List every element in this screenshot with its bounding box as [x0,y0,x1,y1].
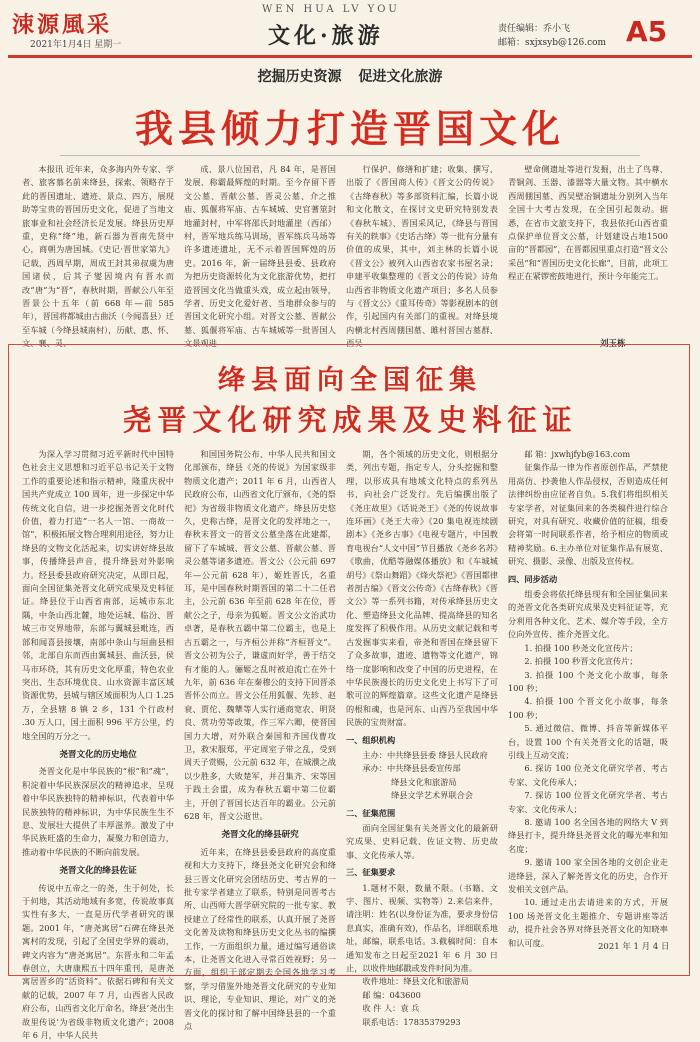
article1-col3: 行保护、修缮和扩建；收集、撰写、出版了《晋国商人传》《晋文公的传说》《古绛春秋》等多部资料汇编，长篇小说和文化散文，在探讨文史研究特别发表《春秋车城》、晋国采风记，《绛县与晋国有关的轶事》《史话古绛》等一批有分量有价值的成果，其中，刘主林的长篇小说《晋文公》被列入山西省农家书屋名录；申建平收集整理的《晋文公的传说》诗角山西省非物质文化遗产项目；多名人员参与《晋文公》《重耳传奇》等影视剧本的创作，引起国内有关部门的重视。对绛县境内横北村西周倗国墓、雎村晋国古墓群、西吴 [346,164,498,349]
article1-title: 我县倾力打造晋国文化 [134,107,565,151]
subhead: 尧晋文化的绛县佐证 [59,866,137,877]
issue-date: 2021年1月4日 星期一 [30,40,122,50]
article1-byline: 刘玉栋 [600,339,626,349]
article2-col1: 为深入学习贯彻习近平新时代中国特色社会主义思想和习近平总书记关于文物工作的重要论述和指示精神，隆重庆祝中国共产党成立 100 周年，进一步探定中华传统文化自信，进一步挖掘尧晋文化时代价值，着力打造“一名人一馆、一商故一馆”，积极拓展文物合理利用途径，努力让绛县的文物文化活起来，切实讲好绛县故事，传播绛县声音，提升绛县对外影响力。经县委县政府研究决定，从即日起，面向全国征集尧晋文化研究成果及史料征证。绛县位于山西省南部，运城市东北隅，中条山西北麓，地处运城、临汾、晋城三市交界地带，东部与翼城县毗连，西部和闻喜县接壤，南部中条山与垣曲县相邻，北部自东而西由翼城县、曲沃县，侯马市环绕，其有历史文化厚重，特色农业突出、生态环境优良、山水资源丰富区域资源优势，县城与辖区域面积为人口 1.25万，全县辖 8 镇 2 乡，131 个行政村 .30 万人口，国土面积 996 平方公里，约地全国的万分之一。 尧晋文化的历史地位 尧晋文化是中华民族的“根”和“魂”，积淀着中华民族深层次的精神追求，呈现着中华民族独特的精神标识，代表着中华民族独特的精神标识，为中华民族生生不息、发展壮大提供了丰厚滋养。激发了中华民族旺盛的生命力，凝聚力和创造力，推动着中华民族的不断向前发展。 尧晋文化的绛县佐证 传说中五帝之一的尧，生于何处，长于何地，其活动地域有多宽，传说故事真实性有多大，一直是历代学者研究的课题。2001 年，“唐尧寓居”石碑在绛县尧寓村的发现，引起了全国史学界的震动，碑文内容为“唐尧寓居”。东晋永和二年孟春创立，大唐康熙五十四年重刊，是唐尧寓居晋乡的“活资料”。依据石碑和有关文献的记载，2007 年 7 月，山西省人民政府公布，山西省文化厅命名，绛县‘尧出生故里传说’为省级非物质文化遗产；2008 年 6 月，中华人民共 [22,449,174,1041]
header-divider [8,55,692,58]
article2-col4: 邮 箱：jxwhjfyb@163.com 征集作品一律为作者原创作品，严禁使用高仿、抄袭他人作品侵权，否则造成任何法律纠纷由应征者自负。5.我们将组织相关专家学者，对征集回来的各类稿件进行综合研究，对具有研究、收藏价值的征稿，组委会将第一时间联系作者，给予相应的物质或精神奖励。6.主办单位对征集作品有展览、研究、摄影、录像、出版及宣传权。 四、同步活动 组委会将依托绛县现有和全国征集回来的尧晋文化各类研究成果及史料征证等，充分利用各种文化、艺术、媒介等手段，全方位向外宣传、推介尧晋文化。 1. 拍摄 100 秒尧文化宣传片； 2. 拍摄 100 秒晋文化宣传片； 3. 拍摄 100 个尧文化小故事，每条100 秒； 4. 拍摄 100 个晋文化小故事，每条100 秒； 5. 通过微信、微博、抖音等新媒体平台，设置 100 个有关尧晋文化的话题，吸引线上互动交流； 6. 探访 100 位尧文化研究学者、考古专家、文化传承人； 7. 探访 100 位晋文化研究学者、考古专家、文化传承人； 8. 邀请 100 名全国各地的网络大 V 到绛县打卡，提升绛县尧晋文化的曝光率和知名度； 9. 邀请 100 家全国各地的文创企业走进绛县，深入了解尧晋文化的历史，合作开发相关文创产品。 10. 通过走出去请进来的方式，开展 100 场尧晋文化主题推介、专题讲座等活动，提升社会各界对绛县尧晋文化的知晓率和认可度。 [508,449,668,948]
section-heading: 二、征集范围 [346,807,396,818]
article2-col3: 期，各个领域的历史文化，则根据分类，列出专题，指定专人，分头挖掘和整理，以形成具有地域文化特点的系列丛书，向社会广泛发行。先后编撰出版了《尧庄故里》《话说尧王》《尧的传说故事连环画》《尧王大帝》《20 集电视连续剧剧本》《尧乡古事》《电视专题片，中国教育电视台“人文中国”节目播放《尧乡名苏》《歌曲，优酷等融媒体播放》和《车城城胡号》《祭山舞蹈》《烽火祭祀》《晋国都律者剖古编》《晋文公传奇》《古绛春秋》《晋文公》等一系列书籍，对传承绛县历史文化、塑造绛县文化品牌、提高绛县的知名度发挥了积极作用。从历史文献记载和考古发掘事实来看，帝尧和晋国在绛县留下了众多故事，遗迹、遗物等文化遗产，锦络一度影响和改变了中国的历史进程，在中华民族漫长的历史文化史上书写下了可歌可泣的辉煌篇章。这些文化遗产是绛县的根和魂，也是河东、山西乃至我国中华民族的宝贵财富。 一、组织机构 主办：中共绛县县委 绛县人民政府 承办：中共绛县县委宣传部 绛县文化和旅游局 绛县文学艺术界联合会 二、征集范围 面向全国征集有关尧晋文化的最新研究成果、史料记载、佐证文物、历史故事、文化传承人等。 三、征集要求 1.题材不限，数量不限。（书籍、文字、图片、视频、实物等）2.来信来件，请注明：姓名(以身份证为准，要求身份信息真实，准确有效)，作品名，详细联系地址，邮编，联系电话。3.截稿时间：自本通知发布之日起至2021 年 6 月 30 日止，以收件地邮戳或发件时间为准。 收件地址：绛县文化和旅游局 邮 编：043600 收 件 人：袁 兵 联系电话：17835379293 [346,449,498,1027]
article2-title-line2: 尧晋文化研究成果及史料征证 [122,403,578,437]
editor-name: 责任编辑：乔小飞 [498,24,571,34]
section-heading: 一、组织机构 [346,734,396,745]
subhead: 尧晋文化的绛县研究 [221,830,299,841]
article1-col2: 成、景八位国君，凡 84 年，是晋国发展、称霸最辉煌的时期。至今存留下晋文公墓、晋献公墓、晋灵公墓、介之推庙、狐偃将军庙、古车城城、史官蓍筮封地灌封村，中军将邵氏封地灌崖（西邰）村，晋军地兵练马训场，晋军练兵马场等许多遗迹遗址，无不示着晋国辉煌的历史。2016 年，新一届绛县县委、县政府为把历史资源转化为文化旅游优势，把打造晋国文化当做重头戏，成立起由领导，学者、历史文化爱好者、当地群众参与的晋国文化研究小组。对晋文公墓、晋献公墓、狐偃将军庙、古车城城等一批晋国人文景观进 [184,164,336,349]
article2-col2: 和国国务院公布、中华人民共和国文化部颁布，绛县《尧的传说》为国家级非物质文化遗产；2011 年 6 月，山西省人民政府公布，山西省文化厅颁布，《尧的祭祀》为省级非物质文化遗产。绛县历史悠久，史称古绛，是晋文化的发祥地之一，春秋末晋文一的晋文公墓坐落在此建都，留下了车城城、晋文公墓、晋献公墓、晋灵公墓等诸多遗迹。晋文公（公元前 697 年—公元前 628 年），姬姓晋氏，名重耳，是中国春秋时期晋国的第二十二任君主，公元前 636 年至前 628 年在位，晋献公之子，母亲为狐姬。晋文公文治武功卓著，是春秋五霸中第二位霸主，也是上古五霸之一，与齐桓公并称“齐桓晋文”。晋文公初为公子，谦虚而好学，善于结交有才能的人。骊姬之乱时被迫流亡在外十九年，前 636 年在秦穆公的支持下回晋杀晋怀公而立。晋文公任用狐偃、先轸、赵衰、贾佗、魏犨等人实行通商宽农、明贤良、赏功劳等政策，作三军六卿，使晋国国力大增，对外联合秦国和齐国伐曹攻卫，救宋服郑，平定周室子带之乱，受到周天子赏赐，公元前 632 年，在城濮之战以少胜多，大败楚军，并召集齐、宋等国于践土会盟，成为春秋五霸中第二位霸主，开创了晋国长达百年的霸业。公元前 628 年，晋文公逝世。 尧晋文化的绛县研究 近年来，在绛县县委县政府的高度重视和大力支持下，绛县尧文化研究会和绛县三晋文化研究会团结历史、考古界的一批专家学者建立了联系，特别是同晋考古所、山西师大晋学研究院的一批专家、教授建立了经常性的联系，认真开展了尧晋文化普及读物和绛县历史文化丛书的编撰工作，一方面组织力量，通过编写通俗读本，让尧晋文化进入寻常百姓视野；另一方面，组织干部定期去全国各地学习考察，学习借鉴外地尧晋文化研究的专业知识、理论，专业知识、理论，对广义的尧晋文化的探讨和了解中国绛县县的一个重点 [184,449,336,1032]
section-banner-cn: 文化·旅游 [268,23,384,49]
article1-col1: 本报讯 近年来，众多海内外专家、学者、旅客慕名前来绛县，探索、领略存于此的晋国遗址、遗迹、景点、四方，展现助等宝贵的晋国历史文化，促进了当地文旅事业和社会经济长足发展。绛县历史厚重，史称“绛”地，新石器为晋南先贤中心，商朝为唐国城。《史记·晋世家第九》记载，西周早期，周成王封其弟叔虞为唐国诸侯，后其子燮因境内有晋水而改“唐”为“晋”，春秋时期，晋献公八年至晋景公十五年（前 668 年—前 585 年），晋国将都城由古曲沃（今闻喜县）迁至车城（今绛县城南村），历献、惠、怀、文、襄、灵、 [22,164,174,349]
section-banner-en: WEN HUA LV YOU [262,4,400,15]
article1-col4: 壁命侧遗址等进行发掘，出土了鸟尊、青铜剑、玉器、漆器等大量文物。其中横水西周倗国墓、西吴壁冶铜遗址分别列入当年全国十大考古发现，在全国引起轰动。据悉，在省市文旅支持下，我县依托山西省重点保护单位晋文公墓，计划建设占地1500 亩的“晋都园”，在晋都园里重点打造“晋文公采邑”和“晋国历史文化长廊”，目前，此项工程正在紧锣密鼓地进行，预计今年能完工。 [508,164,668,282]
masthead: 涑源風采 [12,12,113,38]
article2-date: 2021 年 1 月 4 日 [598,942,670,952]
title-divider [60,155,640,156]
subhead: 尧晋文化的历史地位 [59,749,137,760]
section-heading: 三、征集要求 [346,867,396,878]
section-heading: 四、同步活动 [508,573,558,584]
theme-line: 挖掘历史资源 促进文化旅游 [257,69,443,85]
page-number: A5 [626,15,668,48]
editor-email: 邮箱：sxjxsyb@126.com [498,38,607,48]
editor-info [498,22,606,50]
article2-title-line1: 绛县面向全国征集 [218,365,482,396]
